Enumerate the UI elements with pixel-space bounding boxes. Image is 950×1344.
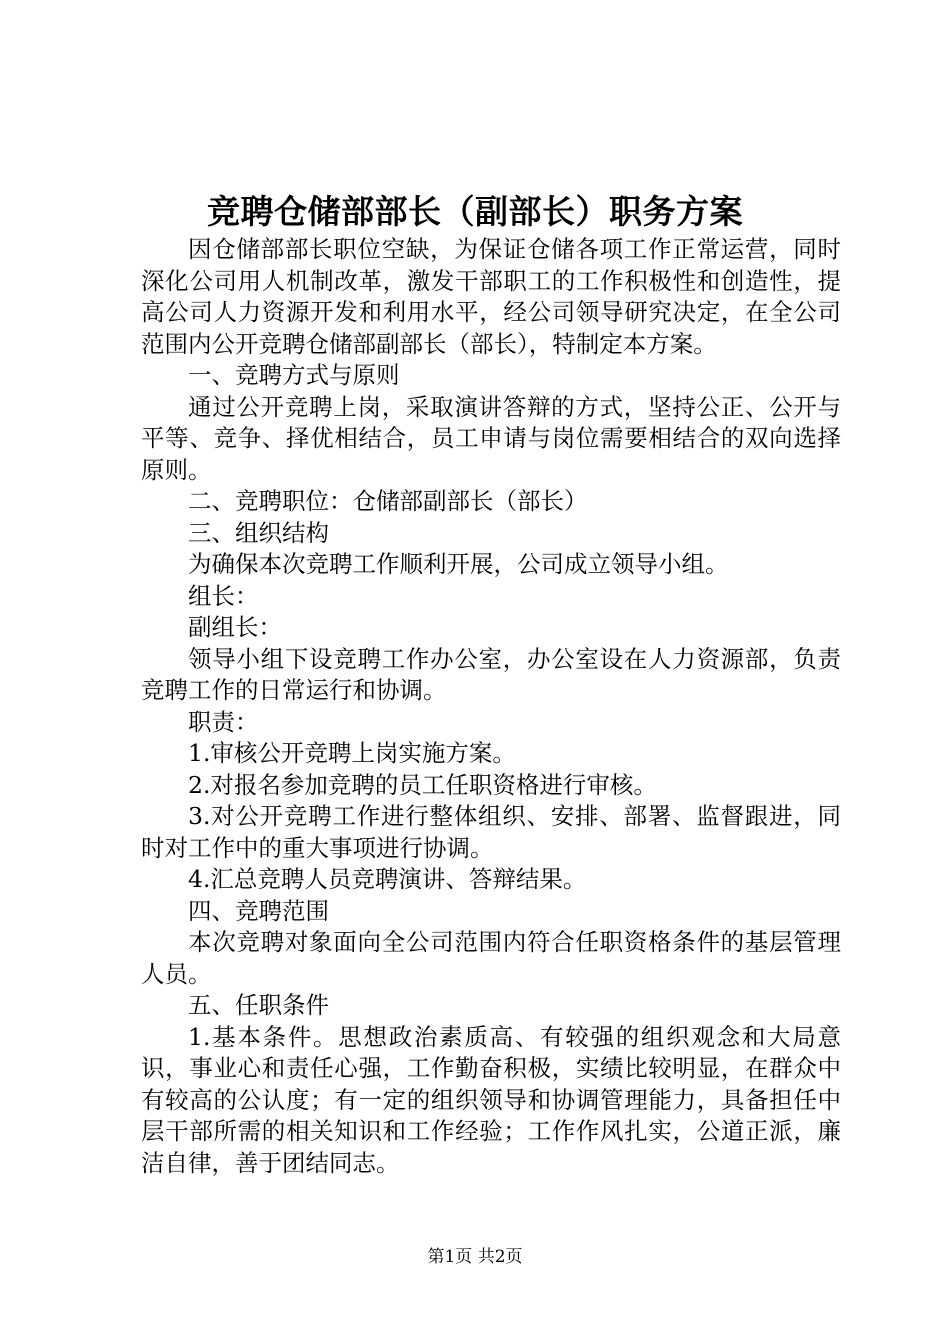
list-item-duty-1: 1.审核公开竞聘上岗实施方案。: [188, 739, 516, 767]
paragraph-duties-label: 职责：: [188, 707, 259, 736]
list-item-duty-2: 2.对报名参加竞聘的员工任职资格进行审核。: [188, 770, 657, 799]
heading-section-1: 一、竞聘方式与原则: [188, 361, 400, 389]
heading-section-5: 五、任职条件: [188, 991, 329, 1019]
document-body: [141, 234, 841, 1179]
paragraph-scope: 本次竞聘对象面向全公司范围内符合任职资格条件的基层管理人员。: [141, 928, 841, 988]
page-footer: 第1页 共2页: [427, 1247, 523, 1267]
heading-section-3: 三、组织结构: [188, 518, 329, 547]
paragraph-basic-conditions: 1.基本条件。思想政治素质高、有较强的组织观念和大局意识，事业心和责任心强，工作勤奋积极，实绩比较明显，在群众中有较高的公认度；有一定的组织领导和协调管理能力，具备担任中层干部所需的相关知识和工作经验；工作作风扎实，公道正派，廉洁自律，善于团结同志。: [141, 1022, 841, 1177]
document-title: 竞聘仓储部部长（副部长）职务方案: [207, 192, 743, 231]
paragraph-office: 领导小组下设竞聘工作办公室，办公室设在人力资源部，负责竞聘工作的日常运行和协调。: [141, 644, 841, 704]
heading-section-2: 二、竞聘职位：仓储部副部长（部长）: [188, 487, 588, 515]
paragraph-intro: 因仓储部部长职位空缺，为保证仓储各项工作正常运营，同时深化公司用人机制改革，激发干部职工的工作积极性和创造性，提高公司人力资源开发和利用水平，经公司领导研究决定，在全公司范围内公开竞聘仓储部副部长（部长），特制定本方案。: [141, 235, 841, 358]
paragraph-leading-group: 为确保本次竞聘工作顺利开展，公司成立领导小组。: [188, 550, 729, 578]
paragraph-deputy-leader: 副组长：: [188, 613, 282, 641]
paragraph-principles: 通过公开竞聘上岗，采取演讲答辩的方式，坚持公正、公开与平等、竞争、择优相结合，员工申请与岗位需要相结合的双向选择原则。: [141, 392, 841, 484]
list-item-duty-4: 4.汇总竞聘人员竞聘演讲、答辩结果。: [188, 865, 587, 893]
list-item-duty-3: 3.对公开竞聘工作进行整体组织、安排、部署、监督跟进，同时对工作中的重大事项进行协调。: [141, 802, 841, 862]
heading-section-4: 四、竞聘范围: [188, 896, 329, 925]
paragraph-group-leader: 组长：: [188, 581, 259, 610]
